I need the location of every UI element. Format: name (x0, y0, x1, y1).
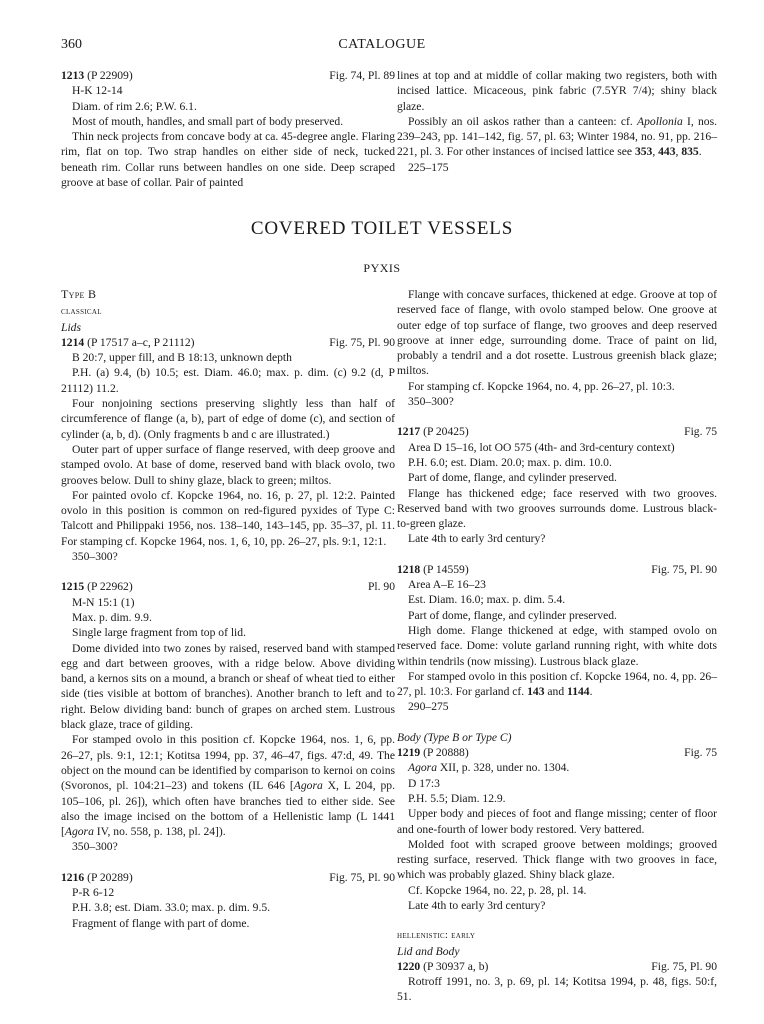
figure-reference: Fig. 74, Pl. 89 (329, 69, 395, 82)
measurements: P.H. 6.0; est. Diam. 20.0; max. p. dim. 10.0. (408, 455, 612, 469)
comparanda-text: For stamped ovolo in this position cf. Kopcke 1964, nos. 1, 6, pp. 26–27, pls. 9:1, 12:1; Kotitsa 1994, pp. 37, 46–47, figs. 47:d, 49. The object on the mound can be identified by comparison to kernoi on coins (Svoronos, pl. 104:21–23) and tokens (IL 646 [Agora X, L 204, pp. 105–106, pl. 26]), which often have branches tied to either side. See also the image incised on the bottom of a Hellenistic lamp (L 1441 [Agora IV, no. 558, p. 138, pl. 24]). (61, 733, 395, 839)
entry-1216-continued (397, 287, 717, 409)
description-text: Dome divided into two zones by raised, reserved band with stamped egg and dart between grooves, with a ridge below. Above dividing band, a kernos sits on a mound, a branch or sheaf of wheat tied to either side (ties visible at bottom of branches). Another branch to left and to right. Below dividing band: bunch of grapes on arched stem. Lustrous black glaze, trace of gilding. (61, 641, 395, 732)
entry-1215 (61, 579, 395, 854)
preservation-text: Upper body and pieces of foot and flange missing; center of floor and one-fourth of lower body restored. Very battered. (397, 807, 717, 836)
comparanda-text: For stamped ovolo in this position cf. Kopcke 1964, no. 4, pp. 26–27, pl. 10:3. For garland cf. 143 and 1144. (397, 669, 717, 699)
entry-number: 1219 (397, 746, 421, 760)
measurements: Diam. of rim 2.6; P.W. 6.1. (72, 99, 197, 113)
subsection-heading: Lid and Body (397, 944, 460, 958)
description-text-continued: lines at top and at middle of collar making two registers, both with incised lattice. Micaceous, pink fabric (7.5YR 7/4); shiny black glaze. (397, 69, 717, 113)
findspot: B 20:7, upper fill, and B 18:13, unknown depth (72, 351, 292, 365)
inventory-number: (P 20289) (87, 870, 133, 884)
right-column (397, 287, 717, 1005)
description-text: Flange has thickened edge; face reserved with two grooves. Reserved band with two grooves surrounds dome. Lustrous black-to-green glaze. (397, 486, 717, 531)
measurements: P.H. (a) 9.4, (b) 10.5; est. Diam. 46.0; max. p. dim. (c) 9.2 (d, P 21112) 11.2. (61, 366, 395, 395)
measurements: Est. Diam. 16.0; max. p. dim. 5.4. (408, 593, 566, 607)
left-column (61, 287, 395, 931)
entry-1219 (397, 745, 717, 913)
description-text: High dome. Flange thickened at edge, with stamped ovolo on reserved face. Dome: volute garland running right, with white dots within tendrils (now missing). Lustrous black glaze. (397, 623, 717, 668)
entry-1220 (397, 959, 717, 1005)
subsection-heading: Body (Type B or Type C) (397, 730, 512, 744)
entry-1216 (61, 870, 395, 931)
preservation-text: Part of dome, flange, and cylinder preserved. (408, 471, 617, 485)
inventory-number: (P 17517 a–c, P 21112) (87, 335, 195, 349)
entry-1213 (61, 68, 395, 190)
preservation-text: Single large fragment from top of lid. (72, 626, 246, 640)
findspot: D 17:3 (408, 776, 440, 790)
entry-number: 1220 (397, 959, 421, 973)
inventory-number: (P 30937 a, b) (423, 959, 489, 973)
inventory-number: (P 20425) (423, 425, 469, 439)
period-heading: hellenistic: early (397, 930, 476, 942)
inventory-number: (P 14559) (423, 562, 469, 576)
entry-1218 (397, 562, 717, 715)
measurements: P.H. 3.8; est. Diam. 33.0; max. p. dim. 9.5. (72, 901, 271, 915)
comparanda-text: For stamping cf. Kopcke 1964, no. 4, pp. 26–27, pl. 10:3. (408, 379, 675, 393)
description-text: Outer part of upper surface of flange reserved, with deep groove and stamped ovolo. At base of dome, reserved band with black ovolo, two grooves below. Dull to shiny glaze, black to green; miltos. (61, 442, 395, 487)
entry-1214 (61, 335, 395, 564)
running-title: CATALOGUE (338, 37, 426, 52)
entry-number: 1216 (61, 870, 85, 884)
entry-number: 1218 (397, 562, 421, 576)
findspot: Area A–E 16–23 (408, 578, 486, 592)
findspot: Area D 15–16, lot OO 575 (4th- and 3rd-century context) (408, 440, 675, 454)
page-number: 360 (61, 37, 82, 52)
entry-1217 (397, 424, 717, 546)
date: 350–300? (408, 395, 454, 409)
date: 290–275 (408, 700, 449, 714)
figure-reference: Fig. 75, Pl. 90 (651, 959, 717, 973)
date: 350–300? (72, 840, 118, 854)
entry-number: 1213 (61, 69, 85, 82)
preservation-text: Four nonjoining sections preserving slightly less than half of circumference of flange (a, b), part of edge of dome (c), and section of cylinder (a, b, d). (Only fragments b and c are illustrated.) (61, 397, 395, 441)
publication-reference: Rotroff 1991, no. 3, p. 69, pl. 14; Kotitsa 1994, p. 48, figs. 50:f, 51. (397, 975, 717, 1004)
subsection-heading: Lids (61, 320, 81, 334)
description-text: Thin neck projects from concave body at ca. 45-degree angle. Flaring rim, flat on top. Two strap handles on either side of neck, tucked beneath rim. Collar runs between handles on one side. Deep scraped groove at base of collar. Pair of painted (61, 130, 395, 190)
date: 225–175 (408, 160, 449, 174)
entry-number: 1215 (61, 580, 85, 594)
findspot: H-K 12-14 (72, 84, 123, 98)
preservation-text: Part of dome, flange, and cylinder preserved. (408, 608, 617, 622)
entry-1213-continued (397, 68, 717, 175)
figure-reference: Fig. 75 (684, 425, 717, 439)
date: Late 4th to early 3rd century? (408, 532, 546, 546)
entry-number: 1217 (397, 425, 421, 439)
period-heading: classical (61, 306, 102, 318)
comparanda-text: Possibly an oil askos rather than a canteen: cf. Apollonia I, nos. 239–243, pp. 141–142, fig. 57, pl. 63; Winter 1984, no. 91, pp. 216–221, pl. 3. For other instances of incised lattice see 353, 443, 835. (397, 114, 717, 159)
measurements: P.H. 5.5; Diam. 12.9. (408, 791, 506, 805)
preservation-text: Fragment of flange with part of dome. (72, 916, 250, 930)
measurements: Max. p. dim. 9.9. (72, 610, 152, 624)
entry-number: 1214 (61, 335, 85, 349)
preservation-text: Most of mouth, handles, and small part of body preserved. (72, 114, 344, 128)
figure-reference: Fig. 75, Pl. 90 (329, 335, 395, 349)
description-text: Molded foot with scraped groove between moldings; grooved resting surface, reserved. Thick flange with two grooves in face, which was probably glazed. Shiny black glaze. (397, 837, 717, 882)
findspot: P-R 6-12 (72, 885, 115, 899)
publication-reference: Agora XII, p. 328, under no. 1304. (408, 761, 570, 775)
type-heading: Type B (61, 287, 97, 301)
comparanda-text: Cf. Kopcke 1964, no. 22, p. 28, pl. 14. (408, 883, 587, 897)
figure-reference: Fig. 75 (684, 746, 717, 760)
findspot: M-N 15:1 (1) (72, 595, 135, 609)
figure-reference: Fig. 75, Pl. 90 (329, 870, 395, 884)
section-title: COVERED TOILET VESSELS (250, 218, 514, 239)
inventory-number: (P 22962) (87, 580, 133, 594)
date: 350–300? (72, 550, 118, 564)
inventory-number: (P 20888) (423, 746, 469, 760)
date: Late 4th to early 3rd century? (408, 898, 546, 912)
figure-reference: Fig. 75, Pl. 90 (651, 562, 717, 576)
figure-reference: Pl. 90 (367, 580, 395, 594)
comparanda-text: For painted ovolo cf. Kopcke 1964, no. 16, p. 27, pl. 12:2. Painted ovolo in this position is common on red-figured pyxides of Type C: Talcott and Philippaki 1956, nos. 138–140, 143–145, pp. 35–37, pl. 11. For stamping cf. Kopcke 1964, nos. 1, 6, 10, pp. 26–27, pls. 9:1, 12:1. (61, 488, 395, 548)
section-subtitle: PYXIS (363, 261, 401, 275)
inventory-number: (P 22909) (87, 69, 133, 82)
description-text: Flange with concave surfaces, thickened at edge. Groove at top of reserved face of flange, with ovolo stamped below. One groove at outer edge of top surface of flange, two grooves and deep reserved groove at inner edge, surrounding dome. Trace of paint on lid, probably a tendril and a dot rosette. Lustrous greenish black glaze; miltos. (397, 288, 717, 378)
